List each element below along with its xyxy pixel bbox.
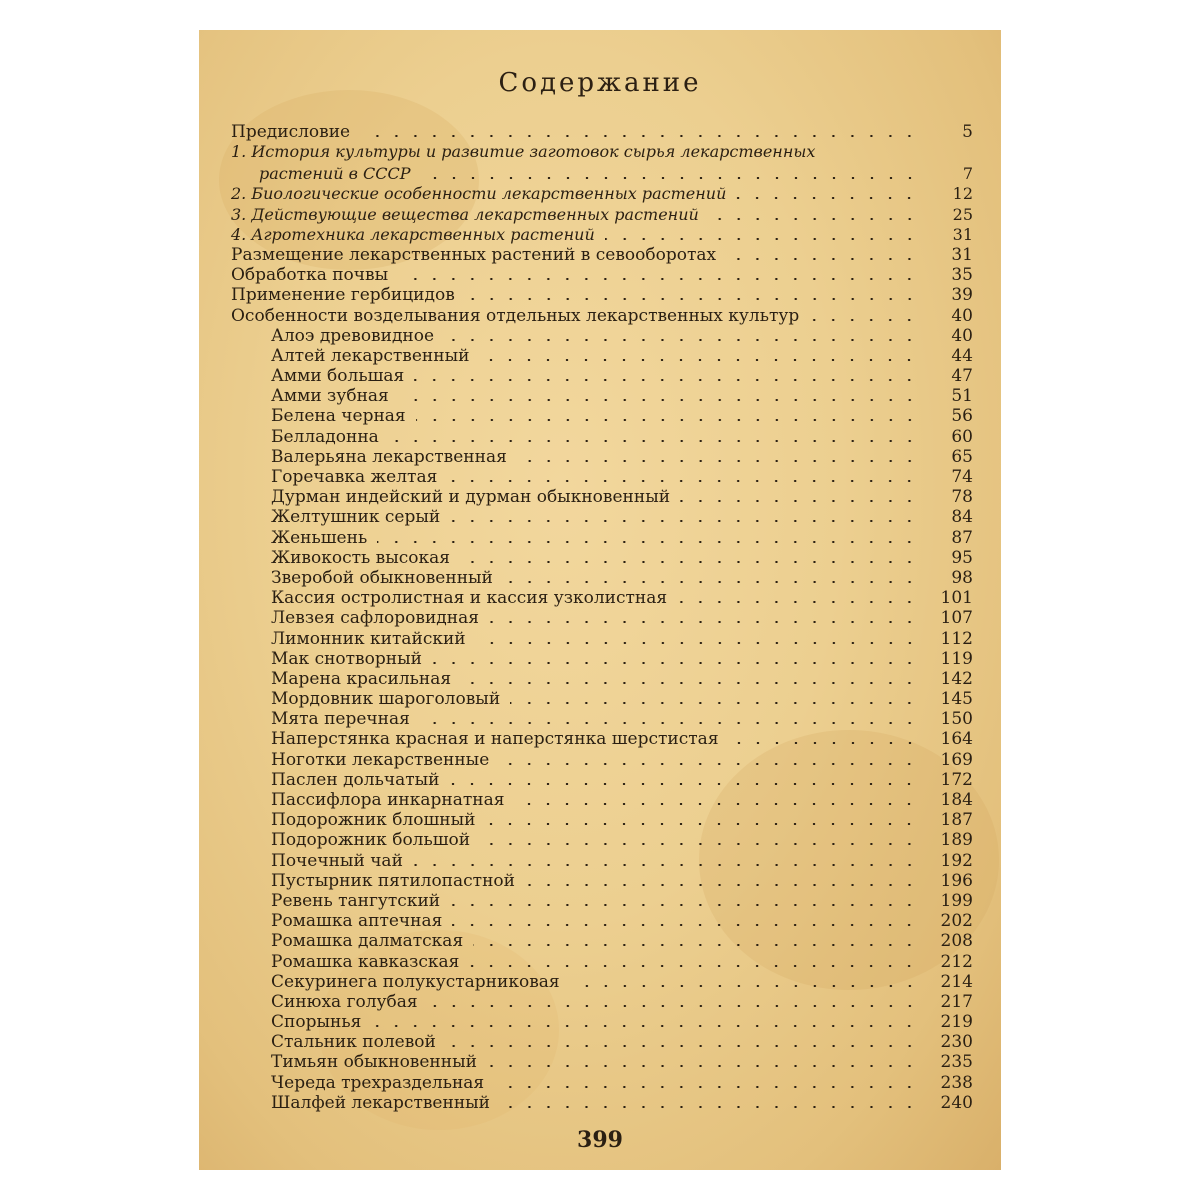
toc-entry-label: Кассия остролистная и кассия узколистная — [271, 588, 668, 609]
toc-entry — [231, 1093, 973, 1113]
toc-entry-label: Горечавка желтая — [271, 467, 438, 487]
dot-leader — [476, 642, 919, 644]
toc-entry-label: Стальник полевой — [271, 1032, 436, 1053]
dot-leader — [452, 924, 919, 926]
toc-entry — [231, 386, 973, 406]
toc-entry-label: 4. Агротехника лекарственных растений — [231, 224, 595, 244]
toc-entry-page: 240 — [940, 1092, 973, 1113]
toc-entry — [231, 729, 973, 749]
toc-entry — [231, 426, 973, 446]
toc-entry-page: 219 — [940, 1012, 973, 1033]
toc-entry — [231, 305, 973, 325]
dot-leader — [447, 480, 919, 482]
toc-entry-label: Секуринега полукустарниковая — [271, 971, 560, 992]
toc-entry — [231, 366, 973, 386]
toc-entry-label: Амми большая — [271, 366, 405, 387]
toc-entry-page: 60 — [951, 426, 973, 447]
toc-entry-page: 39 — [951, 285, 973, 306]
toc-entry-page: 192 — [940, 850, 973, 871]
toc-entry-page: 78 — [951, 487, 973, 508]
toc-entry-page: 101 — [940, 588, 973, 609]
dot-leader — [525, 884, 919, 886]
dot-leader — [444, 339, 919, 341]
toc-entry — [231, 669, 973, 689]
dot-leader — [389, 440, 919, 442]
dot-leader — [503, 581, 919, 583]
dot-leader — [398, 278, 919, 280]
dot-leader — [517, 460, 919, 462]
dot-leader — [605, 238, 919, 240]
toc-entry-page: 238 — [940, 1072, 973, 1093]
dot-leader — [428, 1005, 919, 1007]
toc-entry — [231, 568, 973, 588]
dot-leader — [499, 763, 919, 765]
toc-entry — [231, 951, 973, 971]
toc-entry-page: 31 — [951, 244, 973, 265]
toc-entry-label: Череда трехраздельная — [271, 1072, 485, 1093]
toc-entry-label: Дурман индейский и дурман обыкновенный — [271, 487, 671, 508]
toc-entry-label: Подорожник большой — [271, 830, 471, 851]
toc-entry-label: Подорожник блошный — [271, 810, 476, 831]
dot-leader — [461, 682, 919, 684]
page-number: 399 — [577, 1127, 623, 1153]
toc-entry-label: Зверобой обыкновенный — [271, 567, 493, 588]
toc-entry-page: 47 — [951, 366, 973, 387]
toc-entry-page: 212 — [940, 951, 973, 972]
toc-entry-label: Особенности возделывания отдельных лекарственных культур — [231, 305, 800, 326]
toc-entry-label: Лимонник китайский — [271, 628, 466, 649]
toc-entry — [231, 204, 973, 224]
toc-entry-page: 202 — [940, 911, 973, 932]
toc-entry — [231, 810, 973, 830]
toc-entry — [231, 850, 973, 870]
toc-entry-label: Ромашка далматская — [271, 931, 464, 952]
toc-entry-page: 7 — [962, 164, 973, 184]
toc-entry — [231, 608, 973, 628]
dot-leader — [432, 662, 919, 664]
toc-entry-label: Мордовник шароголовый — [271, 689, 501, 710]
dot-leader — [420, 722, 919, 724]
toc-entry-page: 40 — [951, 305, 973, 326]
dot-leader — [465, 298, 919, 300]
toc-entry — [231, 527, 973, 547]
toc-entry — [231, 548, 973, 568]
dot-leader — [809, 319, 919, 321]
toc-entry-page: 12 — [952, 184, 973, 204]
toc-entry-label: Размещение лекарственных растений в севооборотах — [231, 244, 717, 265]
toc-entry-label: 1. История культуры и развитие заготовок сырья лекарственных — [231, 142, 816, 162]
toc-entry — [231, 225, 973, 245]
dot-leader — [416, 419, 919, 421]
toc-entry-label: 3. Действующие вещества лекарственных растений — [231, 204, 699, 224]
table-of-contents — [231, 122, 973, 1113]
toc-entry-label: Левзея сафлоровидная — [271, 608, 479, 629]
toc-entry — [231, 122, 973, 142]
toc-entry-page: 35 — [951, 265, 973, 286]
toc-entry — [231, 326, 973, 346]
dot-leader — [413, 864, 919, 866]
dot-leader — [450, 904, 919, 906]
toc-entry-label: Ревень тангутский — [271, 890, 441, 911]
toc-entry-label: 2. Биологические особенности лекарственных растений — [231, 184, 727, 204]
dot-leader — [469, 965, 919, 967]
toc-entry — [231, 1052, 973, 1072]
book-page — [199, 30, 1001, 1170]
toc-entry-label: Ромашка аптечная — [271, 911, 443, 932]
toc-entry-page: 56 — [951, 406, 973, 427]
toc-entry — [231, 689, 973, 709]
dot-leader — [514, 803, 919, 805]
toc-entry — [231, 931, 973, 951]
dot-leader — [494, 1086, 919, 1088]
toc-entry-page: 98 — [951, 567, 973, 588]
toc-entry — [231, 285, 973, 305]
toc-entry-page: 235 — [940, 1052, 973, 1073]
toc-entry-label: Наперстянка красная и наперстянка шерстистая — [271, 729, 719, 750]
toc-entry — [231, 709, 973, 729]
dot-leader — [726, 258, 919, 260]
toc-entry-page: 119 — [940, 648, 973, 669]
dot-leader — [414, 379, 919, 381]
toc-entry-page: 199 — [940, 890, 973, 911]
dot-leader — [371, 1025, 919, 1027]
toc-entry-label: Тимьян обыкновенный — [271, 1052, 477, 1073]
dot-leader — [485, 823, 919, 825]
dot-leader — [446, 1045, 919, 1047]
toc-entry-label: Белена черная — [271, 406, 406, 427]
toc-entry-page: 217 — [940, 991, 973, 1012]
toc-entry-label: Шалфей лекарственный — [271, 1092, 491, 1113]
dot-leader — [500, 1106, 919, 1108]
dot-leader — [460, 561, 919, 563]
toc-entry-label: Белладонна — [271, 426, 379, 447]
toc-entry — [231, 790, 973, 810]
toc-entry — [231, 245, 973, 265]
toc-entry-page: 84 — [951, 507, 973, 528]
toc-entry-label: Мята перечная — [271, 709, 410, 730]
toc-entry — [231, 972, 973, 992]
dot-leader — [473, 944, 919, 946]
dot-leader — [421, 177, 919, 179]
toc-entry — [231, 911, 973, 931]
dot-leader — [677, 601, 919, 603]
toc-entry-page: 5 — [962, 122, 973, 143]
toc-entry-label: Пустырник пятилопастной — [271, 870, 515, 891]
toc-entry-label: Амми зубная — [271, 386, 389, 407]
toc-entry — [231, 830, 973, 850]
toc-entry — [231, 992, 973, 1012]
dot-leader — [450, 520, 919, 522]
toc-entry-label-continued: растений в СССР — [259, 164, 411, 184]
toc-entry-label: Спорынья — [271, 1012, 362, 1033]
toc-entry — [231, 487, 973, 507]
toc-entry — [231, 447, 973, 467]
toc-entry-page: 214 — [940, 971, 973, 992]
toc-entry — [231, 628, 973, 648]
toc-entry-page: 65 — [951, 446, 973, 467]
toc-entry — [231, 184, 973, 204]
toc-entry-page: 169 — [940, 749, 973, 770]
toc-entry — [231, 507, 973, 527]
toc-entry-page: 184 — [940, 790, 973, 810]
dot-leader — [399, 399, 919, 401]
dot-leader — [360, 135, 919, 137]
dot-leader — [479, 359, 919, 361]
page-title: Содержание — [498, 68, 702, 98]
toc-entry-page: 230 — [940, 1032, 973, 1053]
toc-entry-page: 107 — [940, 608, 973, 629]
dot-leader — [489, 621, 919, 623]
toc-entry-page: 31 — [952, 224, 973, 244]
toc-entry-label: Мак снотворный — [271, 648, 422, 669]
dot-leader — [449, 783, 919, 785]
toc-entry-label: Синюха голубая — [271, 991, 418, 1012]
dot-leader — [709, 218, 919, 220]
toc-entry-page: 164 — [940, 729, 973, 750]
toc-entry-label: Пассифлора инкарнатная — [271, 790, 505, 810]
dot-leader — [487, 1065, 919, 1067]
toc-entry — [231, 142, 973, 184]
toc-entry-page: 44 — [951, 345, 973, 366]
dot-leader — [570, 985, 919, 987]
toc-entry — [231, 346, 973, 366]
toc-entry — [231, 588, 973, 608]
toc-entry-label: Валерьяна лекарственная — [271, 446, 507, 467]
toc-entry-page: 142 — [940, 668, 973, 689]
toc-entry-label: Алоэ древовидное — [271, 325, 435, 346]
toc-entry — [231, 1032, 973, 1052]
dot-leader — [729, 742, 919, 744]
toc-entry-label: Марена красильная — [271, 668, 452, 689]
toc-entry-page: 196 — [940, 870, 973, 891]
toc-entry-page: 145 — [940, 689, 973, 710]
toc-entry — [231, 1072, 973, 1092]
dot-leader — [377, 541, 919, 543]
toc-entry-page: 74 — [951, 467, 973, 487]
toc-entry-page: 172 — [940, 769, 973, 790]
dot-leader — [510, 702, 919, 704]
toc-entry-page: 150 — [940, 709, 973, 730]
toc-entry — [231, 1012, 973, 1032]
toc-entry — [231, 406, 973, 426]
toc-entry — [231, 649, 973, 669]
toc-entry-page: 25 — [952, 204, 973, 224]
toc-entry-label: Предисловие — [231, 122, 351, 143]
dot-leader — [736, 197, 919, 199]
toc-entry — [231, 891, 973, 911]
dot-leader — [680, 500, 919, 502]
toc-entry-page: 187 — [940, 810, 973, 831]
toc-entry — [231, 749, 973, 769]
toc-entry-label: Алтей лекарственный — [271, 345, 470, 366]
toc-entry-page: 189 — [940, 830, 973, 851]
toc-entry-page: 208 — [940, 931, 973, 952]
toc-entry-label: Обработка почвы — [231, 265, 389, 286]
toc-entry-label: Женьшень — [271, 527, 368, 548]
toc-entry-label: Почечный чай — [271, 850, 403, 871]
toc-entry-page: 112 — [940, 628, 973, 649]
toc-entry-label: Ромашка кавказская — [271, 951, 460, 972]
toc-entry-label: Живокость высокая — [271, 547, 451, 568]
toc-entry — [231, 770, 973, 790]
dot-leader — [480, 843, 919, 845]
toc-entry — [231, 265, 973, 285]
toc-entry-label: Паслен дольчатый — [271, 769, 440, 790]
toc-entry-label: Применение гербицидов — [231, 285, 455, 306]
toc-entry-page: 95 — [951, 547, 973, 568]
toc-entry — [231, 871, 973, 891]
toc-entry-page: 87 — [951, 527, 973, 548]
toc-entry — [231, 467, 973, 487]
toc-entry-label: Ноготки лекарственные — [271, 749, 490, 770]
toc-entry-label: Желтушник серый — [271, 507, 441, 528]
toc-entry-page: 40 — [951, 325, 973, 346]
toc-entry-page: 51 — [951, 386, 973, 407]
